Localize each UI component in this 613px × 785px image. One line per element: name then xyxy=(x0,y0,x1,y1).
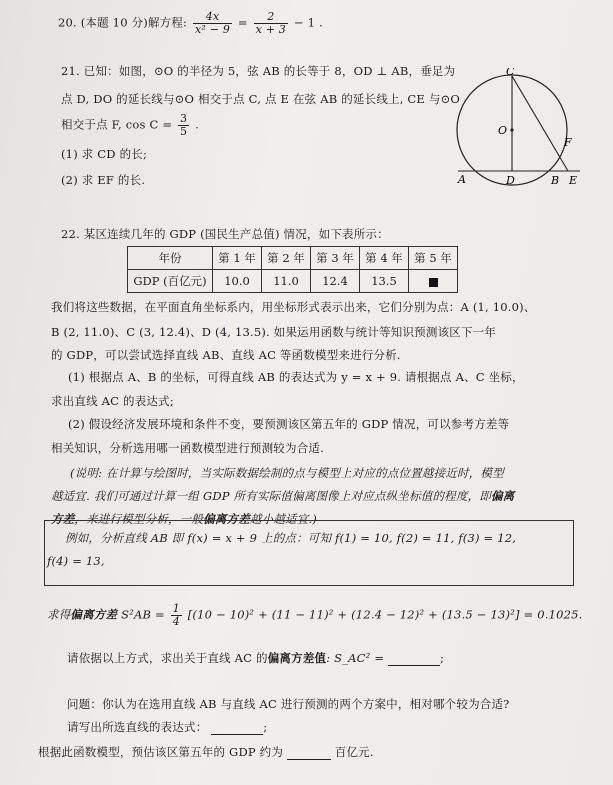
quarter-fraction xyxy=(171,603,182,628)
label-e: E xyxy=(569,174,578,187)
unknown-square-icon xyxy=(429,278,438,287)
variance-prefix: 求得 xyxy=(47,607,71,622)
q20-line xyxy=(58,11,323,36)
label-c: C xyxy=(506,68,515,78)
box-line2: f(4) = 13, xyxy=(47,554,105,568)
q20-rhs-den: x + 3 xyxy=(255,23,287,36)
ask1-line xyxy=(67,650,444,666)
variance-line xyxy=(47,603,583,628)
label-o: O xyxy=(498,124,508,137)
q20-lhs-den: x² − 9 xyxy=(195,23,231,36)
table-header-cell: 第 3 年 xyxy=(311,247,360,270)
q22-p2: B (2, 11.0)、C (3, 12.4)、D (4, 13.5). 如果运用函数与统计等知识预测该区下一年 xyxy=(51,325,497,339)
answer-blank-expression[interactable] xyxy=(211,720,263,735)
q21-line2: 点 D, DO 的延长线与⊙O 相交于点 C, 点 E 在弦 AB 的延长线上, CE 与⊙O xyxy=(61,92,461,106)
ask4-line xyxy=(38,744,374,760)
table-header-cell: 第 1 年 xyxy=(213,247,262,270)
q22-p9-text: 越适宜. 我们可通过计算一组 GDP 所有实际值偏离图像上对应点纵坐标值的程度，即 xyxy=(51,489,491,503)
q22-p10-text1: ，来进行模型分析，一般 xyxy=(74,512,204,526)
table-row xyxy=(128,270,458,293)
q20-rhs-fraction xyxy=(254,11,288,36)
q22-intro: 22. 某区连续几年的 GDP (国民生产总值) 情况，如下表所示： xyxy=(61,227,389,241)
q21-period: . xyxy=(195,117,199,132)
q20-lhs-fraction xyxy=(193,11,232,36)
ask3-semicolon: ; xyxy=(263,720,268,734)
q22-p9 xyxy=(51,488,514,504)
ask3-line xyxy=(67,719,267,735)
ask4-text: 根据此函数模型，预估该区第五年的 GDP 约为 xyxy=(38,745,284,759)
q21-line3 xyxy=(61,113,199,138)
ask3-text: 请写出所选直线的表达式： xyxy=(67,720,208,734)
table-header-cell: 第 2 年 xyxy=(262,247,311,270)
q22-p3: 的 GDP，可以尝试选择直线 AB、直线 AC 等函数模型来进行分析. xyxy=(51,348,401,362)
q20-rhs-num: 2 xyxy=(254,11,288,24)
ask4-unit: 百亿元. xyxy=(334,745,374,759)
table-row xyxy=(128,247,458,270)
table-cell: 13.5 xyxy=(360,270,409,293)
quarter-num: 1 xyxy=(172,602,180,615)
q21-cos-fraction xyxy=(178,113,189,138)
ask1-text: 请依据以上方式，求出关于直线 AC 的 xyxy=(67,651,268,665)
variance-expression: [(10 − 10)² + (11 − 11)² + (12.4 − 12)² + (13.5 − 13)²] = 0.1025. xyxy=(187,607,583,622)
q21-cos-den: 5 xyxy=(180,125,188,138)
variance-symbol: S²AB = xyxy=(121,607,165,622)
q22-p9-bold: 偏离 xyxy=(490,489,515,503)
q21-sub2: (2) 求 EF 的长. xyxy=(61,173,146,187)
quarter-den: 4 xyxy=(172,615,180,628)
answer-blank-sac[interactable] xyxy=(388,651,440,666)
answer-blank-gdp[interactable] xyxy=(287,745,331,760)
circle-diagram xyxy=(448,68,588,188)
q22-p5: 求出直线 AC 的表达式; xyxy=(51,394,174,408)
q20-tail: − 1 . xyxy=(293,15,323,30)
ask2-line: 问题：你认为在选用直线 AB 与直线 AC 进行预测的两个方案中，相对哪个较为合适? xyxy=(67,697,510,711)
q22-p10-bold1: 方差 xyxy=(51,512,75,526)
table-header-cell: 年份 xyxy=(128,247,213,270)
table-row-label: GDP (百亿元) xyxy=(128,270,213,293)
ask1-bold: 偏离方差值 xyxy=(267,651,327,665)
q21-sub1: (1) 求 CD 的长; xyxy=(61,147,148,161)
table-cell-unknown xyxy=(409,270,458,293)
line-ce xyxy=(512,76,568,171)
q22-p1: 我们将这些数据，在平面直角坐标系内，用坐标形式表示出来，它们分别为点：A (1, 10.0)、 xyxy=(51,300,536,314)
q22-p6: (2) 假设经济发展环境和条件不变，要预测该区第五年的 GDP 情况，可以参考方差等 xyxy=(68,417,510,431)
q22-p4: (1) 根据点 A、B 的坐标，可得直线 AB 的表达式为 y = x + 9. 请根据点 A、C 坐标， xyxy=(68,370,524,384)
q22-p7: 相关知识，分析选用哪一函数模型进行预测较为合适. xyxy=(51,441,324,455)
table-cell: 10.0 xyxy=(213,270,262,293)
table-header-cell: 第 4 年 xyxy=(360,247,409,270)
ask1-semicolon: ; xyxy=(440,651,445,665)
q20-prefix: 20. (本题 10 分)解方程: xyxy=(58,15,188,30)
point-o xyxy=(510,128,513,131)
ask1-symbol: : S_AC² = xyxy=(326,651,385,665)
label-b: B xyxy=(551,174,560,187)
q21-line1: 21. 已知：如图，⊙O 的半径为 5，弦 AB 的长等于 8，OD ⊥ AB，垂足为 xyxy=(61,64,456,78)
table-cell: 12.4 xyxy=(311,270,360,293)
q21-cos-num: 3 xyxy=(180,112,188,125)
label-a: A xyxy=(458,173,466,186)
table-cell: 11.0 xyxy=(262,270,311,293)
q22-p8: (说明: 在计算与绘图时，当实际数据绘制的点与模型上对应的点位置越接近时，模型 xyxy=(70,466,504,480)
q22-p10-bold2: 偏离方差 xyxy=(203,512,250,526)
q20-equals: = xyxy=(237,15,248,30)
gdp-table xyxy=(127,246,458,293)
label-d: D xyxy=(506,174,515,187)
table-header-cell: 第 5 年 xyxy=(409,247,458,270)
box-line1: 例如，分析直线 AB 即 f(x) = x + 9 上的点：可知 f(1) = 10, f(2) = 11, f(3) = 12, xyxy=(65,531,517,545)
variance-bold: 偏离方差 xyxy=(70,607,118,622)
q22-p10-text2: 越小越适宜.) xyxy=(249,512,317,526)
q21-cos-label: 相交于点 F, cos C = xyxy=(61,117,173,132)
label-f: F xyxy=(564,136,572,149)
q20-lhs-num: 4x xyxy=(193,11,232,24)
